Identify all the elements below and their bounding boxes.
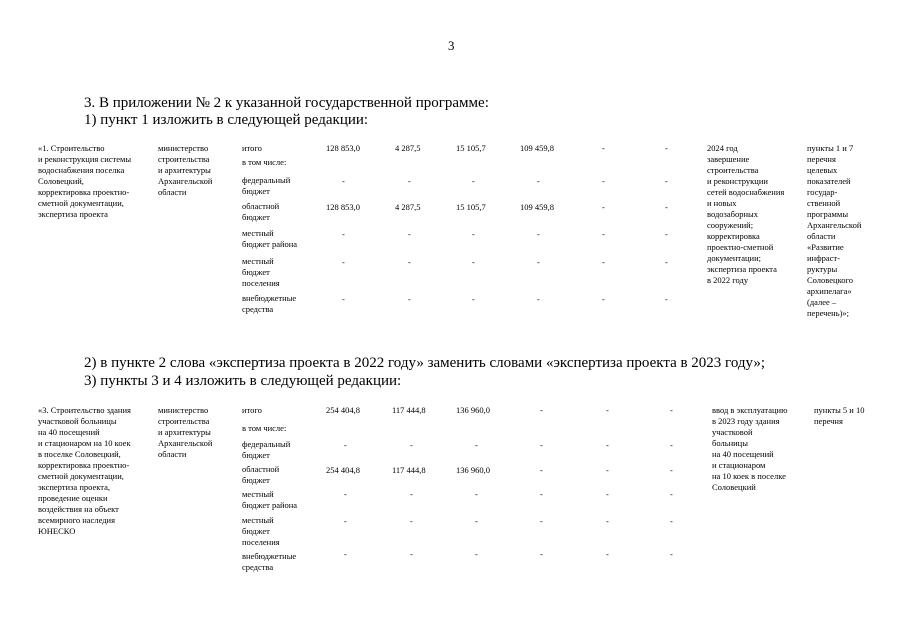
block2-federal-dash: -	[410, 440, 413, 450]
block2-total-value: 254 404,8	[326, 405, 360, 415]
block1-extra-dash: -	[342, 294, 345, 304]
block1-extra-dash: -	[602, 294, 605, 304]
block2-regional-dash: -	[606, 465, 609, 475]
block2-settlement-dash: -	[606, 516, 609, 526]
block1-links: пункты 1 и 7 перечня целевых показателей государ- ственной программы Архангельской области «Развитие инфраст- руктуры Соловецкого архипелага» (далее – перечень)»;	[807, 143, 862, 318]
block1-total-dash: -	[602, 143, 605, 153]
block1-label-regional: областной бюджет	[242, 201, 280, 222]
block1-settlement-dash: -	[665, 257, 668, 267]
block1-federal-dash: -	[408, 176, 411, 186]
block1-settlement-dash: -	[537, 257, 540, 267]
block1-total-value: 4 287,5	[395, 143, 421, 153]
block1-district-dash: -	[665, 229, 668, 239]
block1-extra-dash: -	[472, 294, 475, 304]
block2-settlement-dash: -	[344, 516, 347, 526]
block1-settlement-dash: -	[472, 257, 475, 267]
block2-total-dash: -	[540, 405, 543, 415]
mid-line-2: 3) пункты 3 и 4 изложить в следующей редакции:	[84, 373, 402, 389]
block2-settlement-dash: -	[475, 516, 478, 526]
block1-executor: министерство строительства и архитектуры Архангельской области	[158, 143, 213, 197]
block2-total-value: 117 444,8	[392, 405, 426, 415]
block1-federal-dash: -	[602, 176, 605, 186]
block2-label-total: итого	[242, 405, 262, 415]
block1-total-dash: -	[665, 143, 668, 153]
block1-federal-dash: -	[472, 176, 475, 186]
block2-total-dash: -	[670, 405, 673, 415]
intro-line-1: 3. В приложении № 2 к указанной государственной программе:	[84, 95, 489, 111]
block2-federal-dash: -	[670, 440, 673, 450]
block1-federal-dash: -	[665, 176, 668, 186]
block2-federal-dash: -	[344, 440, 347, 450]
block2-extra-dash: -	[540, 549, 543, 559]
block2-label-federal: федеральный бюджет	[242, 439, 291, 460]
block1-total-value: 109 459,8	[520, 143, 554, 153]
page-number: 3	[448, 38, 455, 53]
block1-label-federal: федеральный бюджет	[242, 175, 291, 196]
block1-federal-dash: -	[537, 176, 540, 186]
block2-label-district: местный бюджет района	[242, 489, 298, 510]
block2-regional-value: 117 444,8	[392, 465, 426, 475]
block1-extra-dash: -	[408, 294, 411, 304]
mid-line-1: 2) в пункте 2 слова «экспертиза проекта в 2022 году» заменить словами «экспертиза проекта в 2023 году»;	[84, 355, 766, 371]
block2-district-dash: -	[344, 489, 347, 499]
block1-label-total: итого	[242, 143, 262, 153]
block1-settlement-dash: -	[342, 257, 345, 267]
block2-total-dash: -	[606, 405, 609, 415]
block2-name: «3. Строительство здания участковой больницы на 40 посещений и стационаром на 10 коек в поселке Соловецкий, корректировка проектно- сметной документации, экспертиза проекта, проведение оценки воздействия на объект всемирного наследия ЮНЕСКО	[38, 405, 131, 536]
block2-settlement-dash: -	[670, 516, 673, 526]
block1-regional-value: 109 459,8	[520, 202, 554, 212]
block2-label-settlement: местный бюджет поселения	[242, 515, 280, 547]
block1-regional-dash: -	[665, 202, 668, 212]
block1-total-value: 128 853,0	[326, 143, 360, 153]
block1-regional-value: 128 853,0	[326, 202, 360, 212]
block2-links: пункты 5 и 10 перечня	[814, 405, 865, 426]
block2-settlement-dash: -	[540, 516, 543, 526]
block2-label-regional: областной бюджет	[242, 464, 280, 485]
block1-district-dash: -	[408, 229, 411, 239]
block1-label-district: местный бюджет района	[242, 228, 298, 249]
block2-settlement-dash: -	[410, 516, 413, 526]
block2-label-extra: внебюджетные средства	[242, 551, 297, 572]
block2-extra-dash: -	[606, 549, 609, 559]
block1-total-value: 15 105,7	[456, 143, 486, 153]
block2-federal-dash: -	[475, 440, 478, 450]
block1-regional-dash: -	[602, 202, 605, 212]
block2-regional-value: 136 960,0	[456, 465, 490, 475]
block2-result: ввод в эксплуатацию в 2023 году здания участковой больницы на 40 посещений и стационаром на 10 коек в поселке Соловецкий	[712, 405, 788, 492]
block1-district-dash: -	[537, 229, 540, 239]
block1-federal-dash: -	[342, 176, 345, 186]
block2-federal-dash: -	[540, 440, 543, 450]
block1-regional-value: 4 287,5	[395, 202, 421, 212]
block1-extra-dash: -	[537, 294, 540, 304]
block2-regional-value: 254 404,8	[326, 465, 360, 475]
block2-district-dash: -	[606, 489, 609, 499]
intro-line-2: 1) пункт 1 изложить в следующей редакции:	[84, 112, 369, 128]
block1-settlement-dash: -	[602, 257, 605, 267]
block2-extra-dash: -	[410, 549, 413, 559]
block1-extra-dash: -	[665, 294, 668, 304]
block2-district-dash: -	[410, 489, 413, 499]
block1-settlement-dash: -	[408, 257, 411, 267]
block1-label-settlement: местный бюджет поселения	[242, 256, 280, 288]
block1-name: «1. Строительство и реконструкция системы водоснабжения поселка Соловецкий, корректировка проектно- сметной документации, экспертиза проекта	[38, 143, 132, 219]
block2-federal-dash: -	[606, 440, 609, 450]
block2-extra-dash: -	[344, 549, 347, 559]
block2-district-dash: -	[475, 489, 478, 499]
block2-extra-dash: -	[475, 549, 478, 559]
block2-regional-dash: -	[670, 465, 673, 475]
block1-regional-value: 15 105,7	[456, 202, 486, 212]
block2-label-including: в том числе:	[242, 423, 287, 433]
block2-total-value: 136 960,0	[456, 405, 490, 415]
block1-district-dash: -	[472, 229, 475, 239]
block2-district-dash: -	[670, 489, 673, 499]
block1-label-extra: внебюджетные средства	[242, 293, 297, 314]
block1-district-dash: -	[602, 229, 605, 239]
block2-district-dash: -	[540, 489, 543, 499]
block1-district-dash: -	[342, 229, 345, 239]
block2-executor: министерство строительства и архитектуры Архангельской области	[158, 405, 213, 459]
block2-extra-dash: -	[670, 549, 673, 559]
block1-label-including: в том числе:	[242, 157, 287, 167]
block2-regional-dash: -	[540, 465, 543, 475]
block1-result: 2024 год завершение строительства и реконструкции сетей водоснабжения и новых водозаборных сооружений; корректировка проектно-сметной документации; экспертиза проекта в 2022 году	[707, 143, 785, 285]
